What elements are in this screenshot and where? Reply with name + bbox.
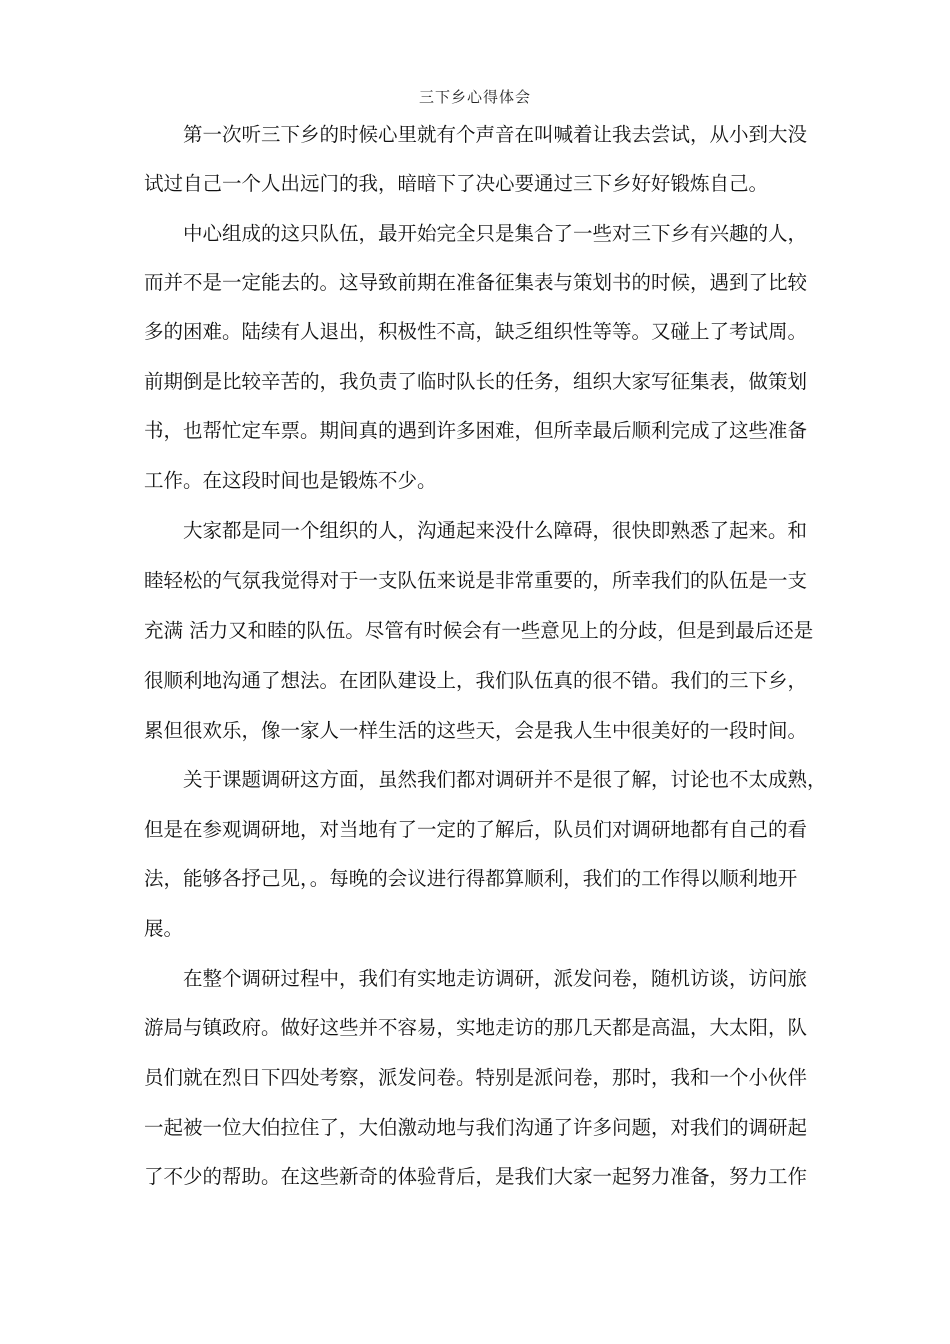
paragraph-line: 一起被一位大伯拉住了，大伯激动地与我们沟通了许多问题，对我们的调研起 [144,1116,808,1139]
paragraph-line: 了不少的帮助。在这些新奇的体验背后，是我们大家一起努力准备，努力工作 [144,1165,808,1188]
paragraph-line: 多的困难。陆续有人退出，积极性不高，缺乏组织性等等。又碰上了考试周。 [144,320,808,343]
document-title: 三下乡心得体会 [418,88,531,106]
paragraph-line: 员们就在烈日下四处考察，派发问卷。特别是派问卷，那时，我和一个小伙伴 [144,1066,808,1089]
paragraph-line: 在整个调研过程中，我们有实地走访调研，派发问卷，随机访谈，访问旅 [183,967,808,990]
paragraph-line: 关于课题调研这方面，虽然我们都对调研并不是很了解，讨论也不太成熟， [183,768,827,791]
paragraph-line: 大家都是同一个组织的人，沟通起来没什么障碍，很快即熟悉了起来。和 [183,519,808,542]
paragraph-line: 法，能够各抒己见，。每晚的会议进行得都算顺利，我们的工作得以顺利地开 [144,867,798,890]
paragraph-line: 工作。在这段时间也是锻炼不少。 [144,469,437,492]
paragraph-line: 第一次听三下乡的时候心里就有个声音在叫喊着让我去尝试，从小到大没 [183,123,808,146]
paragraph-line: 很顺利地沟通了想法。在团队建设上，我们队伍真的很不错。我们的三下乡， [144,669,808,692]
paragraph-line: 充满 活力又和睦的队伍。尽管有时候会有一些意见上的分歧，但是到最后还是 [144,619,814,642]
paragraph-line: 书，也帮忙定车票。期间真的遇到许多困难，但所幸最后顺利完成了这些准备 [144,419,808,442]
paragraph-line: 但是在参观调研地，对当地有了一定的了解后，队员们对调研地都有自己的看 [144,818,808,841]
paragraph-line: 而并不是一定能去的。这导致前期在准备征集表与策划书的时候，遇到了比较 [144,271,808,294]
paragraph-line: 前期倒是比较辛苦的，我负责了临时队长的任务，组织大家写征集表，做策划 [144,370,808,393]
paragraph-line: 累但很欢乐，像一家人一样生活的这些天，会是我人生中很美好的一段时间。 [144,719,808,742]
paragraph-line: 中心组成的这只队伍，最开始完全只是集合了一些对三下乡有兴趣的人， [183,222,808,245]
paragraph-line: 试过自己一个人出远门的我，暗暗下了决心要通过三下乡好好锻炼自己。 [144,172,769,195]
paragraph-line: 睦轻松的气氛我觉得对于一支队伍来说是非常重要的，所幸我们的队伍是一支 [144,569,808,592]
paragraph-line: 游局与镇政府。做好这些并不容易，实地走访的那几天都是高温，大太阳，队 [144,1016,808,1039]
paragraph-line: 展。 [144,917,184,940]
